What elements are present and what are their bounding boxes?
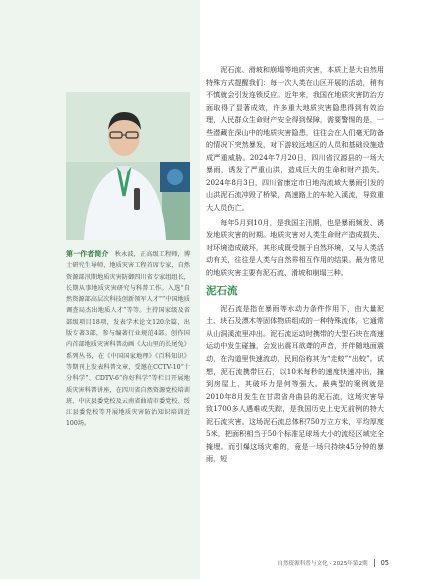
- author-portrait-illustration: [66, 92, 190, 240]
- article-paragraph: 泥石流、滑坡和崩塌等地质灾害，本质上是大自然用特殊方式提醒我们：每一次人类在山区开展的活动，稍有不慎就会引发连锁反应。近年来，我国在地质灾害防治方面取得了显著成效，许多重大地质灾害隐患得到有效治理，人民群众生命财产安全得到保障，需要警惕的是，一些潜藏在深山中的地质灾害隐患，往往会在人们毫无防备的情况下突然暴发，对下游较远地区的人员和基础设施造成严重威胁。2024年7月20日，四川省汉源县的一场大暴雨，诱发了严重山洪，造成巨大的生命和财产损失。2024年8月3日，四川省康定市日地沟流域大暴雨引发的山洪泥石流冲毁了桥梁，高速路上的车轮入溪流，导致重大人员伤亡。: [206, 65, 384, 213]
- page-footer: [277, 559, 389, 567]
- journal-name: 自然资源科普与文化 · 2025年第2期: [277, 561, 368, 567]
- author-photo: [66, 92, 190, 240]
- section-title: 泥石流: [206, 285, 238, 298]
- article-paragraph: 泥石流是指在暴雨等水动力条件作用下，由大量泥土、块石及漂木等固体物质组成的一种特殊流体，它通常从山洞溪流里冲出。泥石流运动时携带的大型石块在高速运动中发生碰撞，会发出震耳欲聋的声音，并伴随地面震动，在沟道里快速流动，民间俗称其为“走蛟”“出蛟”。试想，泥石流携带巨石，以10米每秒的速度快速冲出，撞到房屋上，其破坏力是何等强大。最典型的案例就是2010年8月发生在甘肃省舟曲县的泥石流，这场灾害导致1700多人遇难或失踪，是我国历史上史无前例的特大泥石流灾害。这场泥石流总体积750万立方米，平均厚度5米，把面积相当于50个标准足球场大小的流经区域完全掩埋。而引爆这场灾难的，竟是一场只持续45分钟的暴雨，短: [206, 303, 384, 464]
- article-paragraph: 每年5月到10月，是我国主汛期，也是暴雨频发、诱发地质灾害的时期。地质灾害对人类生命财产造成损失、对环境造成破坏，其形成既受制于自然环境，又与人类活动有关，往往是人类与自然界相互作用的结果。最为常见的地质灾害主要有泥石流、滑坡和崩塌三种。: [206, 217, 384, 277]
- bio-lead: 第一作者简介: [66, 249, 109, 258]
- bio-text: 秋永波，正高级工程师，博士研究生导师，地质灾害工程首席专家，自然资源部汛期地质灾害防御四川省专家组组长，长期从事地质灾害研究与科普工作。入选“自然资源部高层次科技创新领军人才”“中国地质调查局杰出地质人才”等等。主持国家级及省部级项目18项，发表学术论文120余篇，出版专著3部，参与编著行业规范4部。创作国内首部地质灾害科普动画《大山里的长尾兔》系列丛书，在《中国国家地理》《百科知识》等期刊上发表科普文章，受邀在CCTV-10“十分科学”、CDTV-6“你好科学”等栏目开展地质灾害科普讲座，在四川省自然资源党校培训班、中庆县委党校及云南省曲靖市委党校、绥江县委党校等开展地质灾害防治知识培训近100场。: [66, 251, 191, 428]
- footer-divider: [374, 559, 375, 567]
- author-bio: [66, 248, 190, 430]
- article-body: [206, 64, 384, 468]
- page-number: 05: [380, 559, 389, 567]
